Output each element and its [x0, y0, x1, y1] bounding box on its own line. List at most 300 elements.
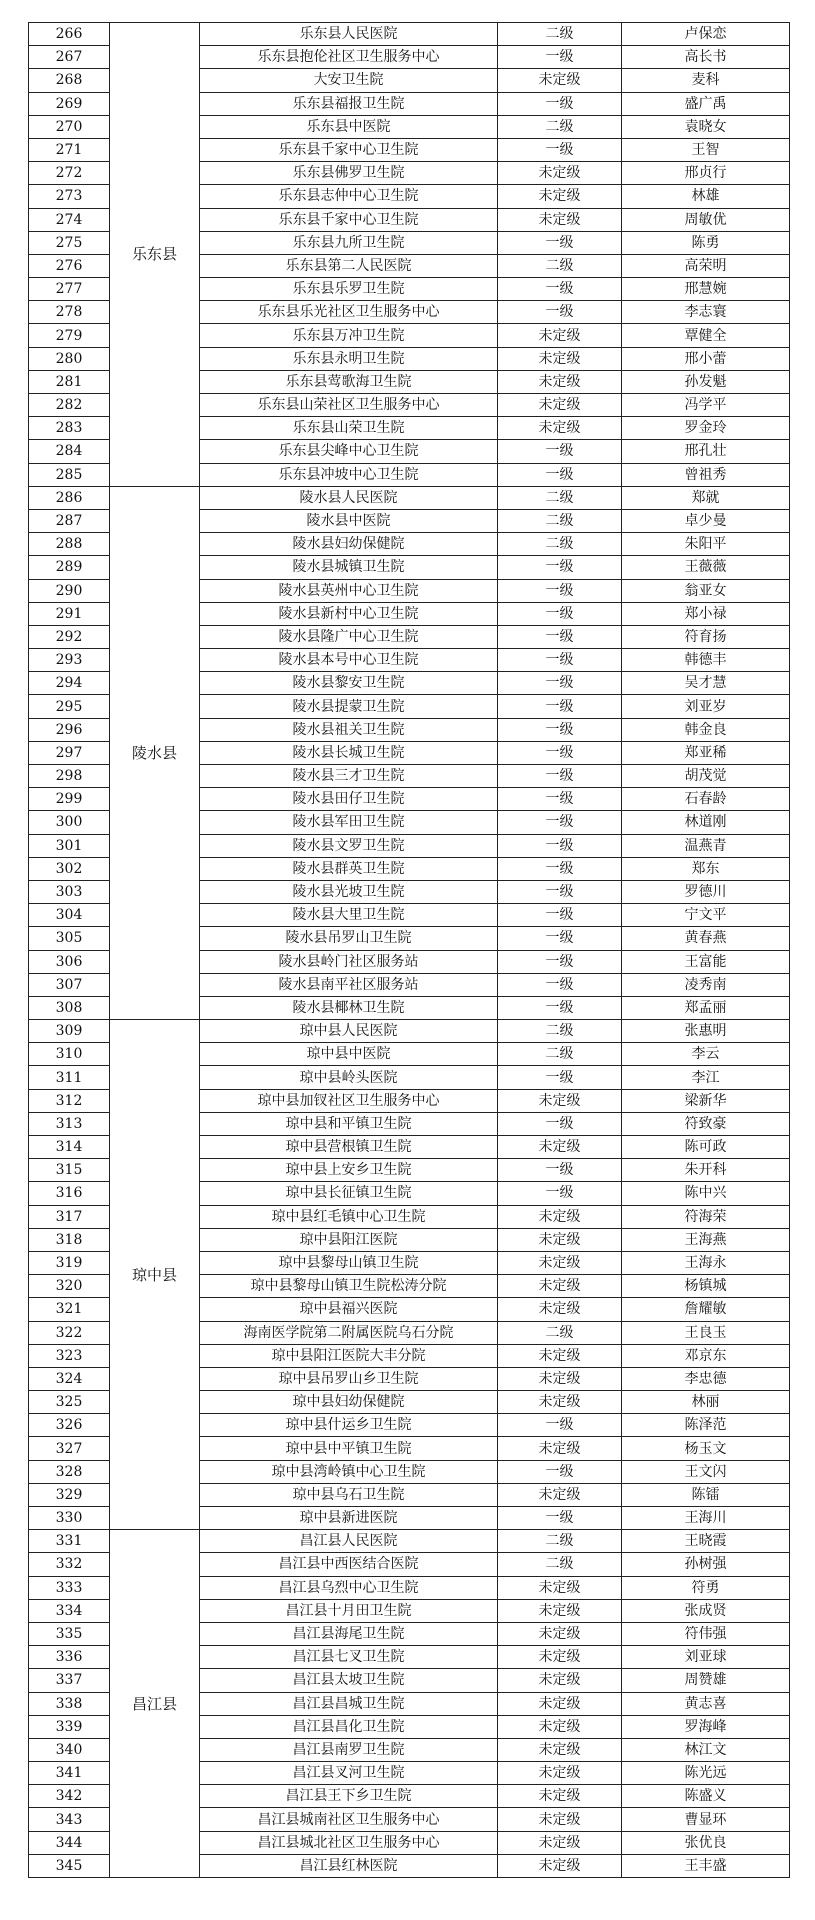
- person-name-cell: 杨镇城: [622, 1275, 790, 1298]
- hospital-level-cell: 一级: [498, 92, 622, 115]
- person-name-cell: 曾祖秀: [622, 463, 790, 486]
- hospital-level-cell: 一级: [498, 231, 622, 254]
- person-name-cell: 高长书: [622, 46, 790, 69]
- hospital-level-cell: 一级: [498, 904, 622, 927]
- person-name-cell: 王晓霞: [622, 1530, 790, 1553]
- hospital-name-cell: 乐东县千家中心卫生院: [200, 208, 498, 231]
- hospital-level-cell: 未定级: [498, 1762, 622, 1785]
- hospital-level-cell: 未定级: [498, 1275, 622, 1298]
- hospital-name-cell: 琼中县人民医院: [200, 1020, 498, 1043]
- hospital-name-cell: 琼中县福兴医院: [200, 1298, 498, 1321]
- hospital-name-cell: 乐东县千家中心卫生院: [200, 138, 498, 161]
- person-name-cell: 冯学平: [622, 394, 790, 417]
- hospital-name-cell: 昌江县太坡卫生院: [200, 1669, 498, 1692]
- hospital-name-cell: 陵水县提蒙卫生院: [200, 695, 498, 718]
- hospital-name-cell: 琼中县营根镇卫生院: [200, 1136, 498, 1159]
- hospital-name-cell: 琼中县和平镇卫生院: [200, 1112, 498, 1135]
- hospital-name-cell: 琼中县黎母山镇卫生院松涛分院: [200, 1275, 498, 1298]
- person-name-cell: 石春龄: [622, 788, 790, 811]
- person-name-cell: 曹显环: [622, 1808, 790, 1831]
- row-number-cell: 315: [29, 1159, 110, 1182]
- hospital-name-cell: 陵水县文罗卫生院: [200, 834, 498, 857]
- row-number-cell: 321: [29, 1298, 110, 1321]
- row-number-cell: 344: [29, 1831, 110, 1854]
- person-name-cell: 邢孔壮: [622, 440, 790, 463]
- hospital-name-cell: 乐东县抱伦社区卫生服务中心: [200, 46, 498, 69]
- row-number-cell: 268: [29, 69, 110, 92]
- row-number-cell: 342: [29, 1785, 110, 1808]
- hospital-name-cell: 陵水县人民医院: [200, 486, 498, 509]
- hospital-level-cell: 未定级: [498, 1483, 622, 1506]
- person-name-cell: 刘亚球: [622, 1646, 790, 1669]
- hospital-level-cell: 未定级: [498, 347, 622, 370]
- hospital-name-cell: 陵水县田仔卫生院: [200, 788, 498, 811]
- person-name-cell: 黄志喜: [622, 1692, 790, 1715]
- row-number-cell: 339: [29, 1715, 110, 1738]
- row-number-cell: 306: [29, 950, 110, 973]
- hospital-name-cell: 陵水县岭门社区服务站: [200, 950, 498, 973]
- row-number-cell: 325: [29, 1391, 110, 1414]
- hospital-name-cell: 昌江县南罗卫生院: [200, 1738, 498, 1761]
- hospital-level-cell: 一级: [498, 440, 622, 463]
- hospital-name-cell: 昌江县城南社区卫生服务中心: [200, 1808, 498, 1831]
- hospital-level-cell: 二级: [498, 533, 622, 556]
- hospital-level-cell: 未定级: [498, 1391, 622, 1414]
- row-number-cell: 288: [29, 533, 110, 556]
- hospital-level-cell: 一级: [498, 1460, 622, 1483]
- hospital-level-cell: 未定级: [498, 1251, 622, 1274]
- hospital-name-cell: 陵水县光坡卫生院: [200, 880, 498, 903]
- hospital-name-cell: 琼中县阳江医院大丰分院: [200, 1344, 498, 1367]
- person-name-cell: 袁晓女: [622, 115, 790, 138]
- hospital-name-cell: 昌江县昌城卫生院: [200, 1692, 498, 1715]
- row-number-cell: 269: [29, 92, 110, 115]
- row-number-cell: 340: [29, 1738, 110, 1761]
- row-number-cell: 300: [29, 811, 110, 834]
- row-number-cell: 330: [29, 1507, 110, 1530]
- row-number-cell: 308: [29, 996, 110, 1019]
- row-number-cell: 316: [29, 1182, 110, 1205]
- hospital-level-cell: 一级: [498, 625, 622, 648]
- hospital-name-cell: 陵水县本号中心卫生院: [200, 649, 498, 672]
- row-number-cell: 294: [29, 672, 110, 695]
- person-name-cell: 黄春燕: [622, 927, 790, 950]
- hospital-level-cell: 二级: [498, 486, 622, 509]
- row-number-cell: 302: [29, 857, 110, 880]
- hospital-name-cell: 昌江县红林医院: [200, 1854, 498, 1877]
- hospital-level-cell: 二级: [498, 23, 622, 46]
- person-name-cell: 陈泽范: [622, 1414, 790, 1437]
- person-name-cell: 翁亚女: [622, 579, 790, 602]
- hospital-level-cell: 一级: [498, 1112, 622, 1135]
- hospital-level-cell: 未定级: [498, 1785, 622, 1808]
- hospital-name-cell: 乐东县福报卫生院: [200, 92, 498, 115]
- person-name-cell: 符致豪: [622, 1112, 790, 1135]
- hospital-level-cell: 一级: [498, 301, 622, 324]
- row-number-cell: 345: [29, 1854, 110, 1877]
- hospital-level-cell: 一级: [498, 927, 622, 950]
- row-number-cell: 287: [29, 509, 110, 532]
- hospital-name-cell: 陵水县吊罗山卫生院: [200, 927, 498, 950]
- hospital-name-cell: 陵水县隆广中心卫生院: [200, 625, 498, 648]
- hospital-level-cell: 二级: [498, 509, 622, 532]
- hospital-level-cell: 未定级: [498, 1228, 622, 1251]
- row-number-cell: 290: [29, 579, 110, 602]
- row-number-cell: 336: [29, 1646, 110, 1669]
- hospital-name-cell: 琼中县什运乡卫生院: [200, 1414, 498, 1437]
- hospital-level-cell: 未定级: [498, 1808, 622, 1831]
- hospital-level-cell: 未定级: [498, 1669, 622, 1692]
- person-name-cell: 林道刚: [622, 811, 790, 834]
- person-name-cell: 麦科: [622, 69, 790, 92]
- hospital-level-cell: 未定级: [498, 1738, 622, 1761]
- person-name-cell: 詹耀敏: [622, 1298, 790, 1321]
- row-number-cell: 282: [29, 394, 110, 417]
- table-row: [29, 1530, 790, 1553]
- hospital-level-cell: 一级: [498, 1182, 622, 1205]
- row-number-cell: 305: [29, 927, 110, 950]
- hospital-name-cell: 陵水县椰林卫生院: [200, 996, 498, 1019]
- hospital-level-cell: 一级: [498, 996, 622, 1019]
- person-name-cell: 王海川: [622, 1507, 790, 1530]
- hospital-level-cell: 未定级: [498, 1089, 622, 1112]
- row-number-cell: 322: [29, 1321, 110, 1344]
- row-number-cell: 328: [29, 1460, 110, 1483]
- row-number-cell: 338: [29, 1692, 110, 1715]
- hospital-level-cell: 未定级: [498, 1576, 622, 1599]
- hospital-level-cell: 未定级: [498, 1646, 622, 1669]
- hospital-level-cell: 一级: [498, 788, 622, 811]
- county-cell: 陵水县: [110, 486, 200, 1019]
- person-name-cell: 郑亚稀: [622, 741, 790, 764]
- hospital-name-cell: 昌江县乌烈中心卫生院: [200, 1576, 498, 1599]
- hospital-level-cell: 二级: [498, 1321, 622, 1344]
- row-number-cell: 327: [29, 1437, 110, 1460]
- row-number-cell: 297: [29, 741, 110, 764]
- hospital-name-cell: 陵水县南平社区服务站: [200, 973, 498, 996]
- hospital-level-cell: 一级: [498, 556, 622, 579]
- hospital-name-cell: 乐东县山荣社区卫生服务中心: [200, 394, 498, 417]
- hospital-name-cell: 陵水县妇幼保健院: [200, 533, 498, 556]
- person-name-cell: 陈勇: [622, 231, 790, 254]
- row-number-cell: 283: [29, 417, 110, 440]
- row-number-cell: 301: [29, 834, 110, 857]
- person-name-cell: 温燕青: [622, 834, 790, 857]
- hospital-level-cell: 一级: [498, 695, 622, 718]
- hospital-name-cell: 琼中县长征镇卫生院: [200, 1182, 498, 1205]
- hospital-name-cell: 陵水县祖关卫生院: [200, 718, 498, 741]
- hospital-level-cell: 一级: [498, 602, 622, 625]
- row-number-cell: 289: [29, 556, 110, 579]
- row-number-cell: 285: [29, 463, 110, 486]
- hospital-level-cell: 一级: [498, 834, 622, 857]
- hospital-roster-table: [28, 22, 790, 1878]
- person-name-cell: 孙发魁: [622, 370, 790, 393]
- hospital-name-cell: 琼中县阳江医院: [200, 1228, 498, 1251]
- hospital-name-cell: 乐东县乐光社区卫生服务中心: [200, 301, 498, 324]
- hospital-name-cell: 琼中县妇幼保健院: [200, 1391, 498, 1414]
- hospital-name-cell: 昌江县七叉卫生院: [200, 1646, 498, 1669]
- person-name-cell: 符勇: [622, 1576, 790, 1599]
- person-name-cell: 王富能: [622, 950, 790, 973]
- hospital-level-cell: 未定级: [498, 324, 622, 347]
- row-number-cell: 307: [29, 973, 110, 996]
- row-number-cell: 317: [29, 1205, 110, 1228]
- row-number-cell: 320: [29, 1275, 110, 1298]
- person-name-cell: 张优良: [622, 1831, 790, 1854]
- hospital-name-cell: 陵水县英州中心卫生院: [200, 579, 498, 602]
- hospital-name-cell: 乐东县冲坡中心卫生院: [200, 463, 498, 486]
- row-number-cell: 279: [29, 324, 110, 347]
- hospital-name-cell: 琼中县红毛镇中心卫生院: [200, 1205, 498, 1228]
- hospital-level-cell: 未定级: [498, 370, 622, 393]
- hospital-level-cell: 一级: [498, 950, 622, 973]
- hospital-name-cell: 昌江县十月田卫生院: [200, 1599, 498, 1622]
- person-name-cell: 高荣明: [622, 254, 790, 277]
- row-number-cell: 266: [29, 23, 110, 46]
- row-number-cell: 274: [29, 208, 110, 231]
- person-name-cell: 凌秀南: [622, 973, 790, 996]
- row-number-cell: 270: [29, 115, 110, 138]
- hospital-level-cell: 未定级: [498, 417, 622, 440]
- person-name-cell: 卓少曼: [622, 509, 790, 532]
- row-number-cell: 324: [29, 1367, 110, 1390]
- hospital-level-cell: 未定级: [498, 208, 622, 231]
- row-number-cell: 332: [29, 1553, 110, 1576]
- hospital-level-cell: 一级: [498, 278, 622, 301]
- row-number-cell: 318: [29, 1228, 110, 1251]
- row-number-cell: 310: [29, 1043, 110, 1066]
- person-name-cell: 陈光远: [622, 1762, 790, 1785]
- hospital-level-cell: 未定级: [498, 1831, 622, 1854]
- row-number-cell: 334: [29, 1599, 110, 1622]
- hospital-name-cell: 乐东县中医院: [200, 115, 498, 138]
- hospital-name-cell: 琼中县黎母山镇卫生院: [200, 1251, 498, 1274]
- county-cell: 昌江县: [110, 1530, 200, 1878]
- row-number-cell: 286: [29, 486, 110, 509]
- hospital-level-cell: 未定级: [498, 1622, 622, 1645]
- row-number-cell: 304: [29, 904, 110, 927]
- person-name-cell: 宁文平: [622, 904, 790, 927]
- row-number-cell: 272: [29, 162, 110, 185]
- hospital-name-cell: 陵水县城镇卫生院: [200, 556, 498, 579]
- hospital-level-cell: 二级: [498, 1043, 622, 1066]
- person-name-cell: 卢保恋: [622, 23, 790, 46]
- row-number-cell: 329: [29, 1483, 110, 1506]
- hospital-name-cell: 乐东县第二人民医院: [200, 254, 498, 277]
- hospital-level-cell: 二级: [498, 1530, 622, 1553]
- hospital-level-cell: 一级: [498, 1507, 622, 1530]
- hospital-level-cell: 一级: [498, 672, 622, 695]
- row-number-cell: 271: [29, 138, 110, 161]
- row-number-cell: 267: [29, 46, 110, 69]
- hospital-level-cell: 一级: [498, 741, 622, 764]
- hospital-level-cell: 未定级: [498, 1854, 622, 1877]
- person-name-cell: 王薇薇: [622, 556, 790, 579]
- person-name-cell: 张成贤: [622, 1599, 790, 1622]
- row-number-cell: 323: [29, 1344, 110, 1367]
- hospital-name-cell: 陵水县中医院: [200, 509, 498, 532]
- person-name-cell: 张惠明: [622, 1020, 790, 1043]
- person-name-cell: 吴才慧: [622, 672, 790, 695]
- hospital-name-cell: 乐东县尖峰中心卫生院: [200, 440, 498, 463]
- person-name-cell: 孙树强: [622, 1553, 790, 1576]
- hospital-level-cell: 一级: [498, 973, 622, 996]
- row-number-cell: 299: [29, 788, 110, 811]
- hospital-name-cell: 乐东县人民医院: [200, 23, 498, 46]
- hospital-name-cell: 陵水县大里卫生院: [200, 904, 498, 927]
- hospital-name-cell: 乐东县永明卫生院: [200, 347, 498, 370]
- hospital-name-cell: 琼中县乌石卫生院: [200, 1483, 498, 1506]
- person-name-cell: 朱开科: [622, 1159, 790, 1182]
- person-name-cell: 王文闪: [622, 1460, 790, 1483]
- hospital-level-cell: 一级: [498, 579, 622, 602]
- person-name-cell: 郑小禄: [622, 602, 790, 625]
- person-name-cell: 李忠德: [622, 1367, 790, 1390]
- row-number-cell: 275: [29, 231, 110, 254]
- hospital-name-cell: 陵水县三才卫生院: [200, 765, 498, 788]
- hospital-level-cell: 未定级: [498, 1437, 622, 1460]
- row-number-cell: 293: [29, 649, 110, 672]
- person-name-cell: 覃健全: [622, 324, 790, 347]
- hospital-name-cell: 昌江县中西医结合医院: [200, 1553, 498, 1576]
- hospital-level-cell: 未定级: [498, 1298, 622, 1321]
- hospital-name-cell: 陵水县新村中心卫生院: [200, 602, 498, 625]
- person-name-cell: 陈中兴: [622, 1182, 790, 1205]
- table-row: [29, 23, 790, 46]
- row-number-cell: 337: [29, 1669, 110, 1692]
- person-name-cell: 符育扬: [622, 625, 790, 648]
- roster-table-body: [29, 23, 790, 1878]
- hospital-level-cell: 一级: [498, 1066, 622, 1089]
- row-number-cell: 292: [29, 625, 110, 648]
- row-number-cell: 303: [29, 880, 110, 903]
- row-number-cell: 281: [29, 370, 110, 393]
- hospital-name-cell: 琼中县吊罗山乡卫生院: [200, 1367, 498, 1390]
- person-name-cell: 邢慧婉: [622, 278, 790, 301]
- row-number-cell: 276: [29, 254, 110, 277]
- person-name-cell: 郑东: [622, 857, 790, 880]
- hospital-level-cell: 未定级: [498, 1136, 622, 1159]
- person-name-cell: 邢贞行: [622, 162, 790, 185]
- person-name-cell: 林江文: [622, 1738, 790, 1761]
- person-name-cell: 陈盛义: [622, 1785, 790, 1808]
- hospital-name-cell: 琼中县新进医院: [200, 1507, 498, 1530]
- person-name-cell: 符海荣: [622, 1205, 790, 1228]
- hospital-level-cell: 未定级: [498, 162, 622, 185]
- row-number-cell: 296: [29, 718, 110, 741]
- hospital-name-cell: 琼中县湾岭镇中心卫生院: [200, 1460, 498, 1483]
- hospital-name-cell: 陵水县军田卫生院: [200, 811, 498, 834]
- person-name-cell: 符伟强: [622, 1622, 790, 1645]
- person-name-cell: 罗金玲: [622, 417, 790, 440]
- hospital-level-cell: 一级: [498, 857, 622, 880]
- row-number-cell: 273: [29, 185, 110, 208]
- table-row: [29, 486, 790, 509]
- person-name-cell: 林雄: [622, 185, 790, 208]
- hospital-name-cell: 乐东县乐罗卫生院: [200, 278, 498, 301]
- person-name-cell: 林丽: [622, 1391, 790, 1414]
- county-cell: 乐东县: [110, 23, 200, 487]
- hospital-level-cell: 一级: [498, 1414, 622, 1437]
- person-name-cell: 邓京东: [622, 1344, 790, 1367]
- row-number-cell: 278: [29, 301, 110, 324]
- hospital-name-cell: 琼中县上安乡卫生院: [200, 1159, 498, 1182]
- person-name-cell: 胡茂觉: [622, 765, 790, 788]
- row-number-cell: 309: [29, 1020, 110, 1043]
- hospital-name-cell: 琼中县加钗社区卫生服务中心: [200, 1089, 498, 1112]
- hospital-name-cell: 琼中县中医院: [200, 1043, 498, 1066]
- hospital-name-cell: 昌江县城北社区卫生服务中心: [200, 1831, 498, 1854]
- row-number-cell: 313: [29, 1112, 110, 1135]
- row-number-cell: 312: [29, 1089, 110, 1112]
- row-number-cell: 314: [29, 1136, 110, 1159]
- hospital-name-cell: 乐东县九所卫生院: [200, 231, 498, 254]
- person-name-cell: 王海燕: [622, 1228, 790, 1251]
- hospital-level-cell: 一级: [498, 138, 622, 161]
- hospital-level-cell: 未定级: [498, 1599, 622, 1622]
- person-name-cell: 杨玉文: [622, 1437, 790, 1460]
- person-name-cell: 刘亚岁: [622, 695, 790, 718]
- hospital-name-cell: 乐东县佛罗卫生院: [200, 162, 498, 185]
- hospital-name-cell: 陵水县黎安卫生院: [200, 672, 498, 695]
- person-name-cell: 王海永: [622, 1251, 790, 1274]
- row-number-cell: 343: [29, 1808, 110, 1831]
- person-name-cell: 韩德丰: [622, 649, 790, 672]
- row-number-cell: 291: [29, 602, 110, 625]
- row-number-cell: 280: [29, 347, 110, 370]
- hospital-level-cell: 一级: [498, 811, 622, 834]
- row-number-cell: 335: [29, 1622, 110, 1645]
- hospital-name-cell: 琼中县岭头医院: [200, 1066, 498, 1089]
- person-name-cell: 王智: [622, 138, 790, 161]
- hospital-level-cell: 二级: [498, 1553, 622, 1576]
- hospital-name-cell: 琼中县中平镇卫生院: [200, 1437, 498, 1460]
- table-row: [29, 1020, 790, 1043]
- row-number-cell: 326: [29, 1414, 110, 1437]
- hospital-level-cell: 二级: [498, 115, 622, 138]
- hospital-level-cell: 未定级: [498, 1205, 622, 1228]
- hospital-level-cell: 未定级: [498, 69, 622, 92]
- person-name-cell: 陈镭: [622, 1483, 790, 1506]
- hospital-name-cell: 乐东县志仲中心卫生院: [200, 185, 498, 208]
- person-name-cell: 李志寰: [622, 301, 790, 324]
- hospital-name-cell: 昌江县人民医院: [200, 1530, 498, 1553]
- hospital-level-cell: 未定级: [498, 185, 622, 208]
- row-number-cell: 295: [29, 695, 110, 718]
- hospital-name-cell: 陵水县群英卫生院: [200, 857, 498, 880]
- person-name-cell: 李江: [622, 1066, 790, 1089]
- person-name-cell: 韩金良: [622, 718, 790, 741]
- hospital-level-cell: 二级: [498, 254, 622, 277]
- hospital-level-cell: 一级: [498, 46, 622, 69]
- person-name-cell: 盛广禹: [622, 92, 790, 115]
- hospital-level-cell: 未定级: [498, 394, 622, 417]
- person-name-cell: 陈可政: [622, 1136, 790, 1159]
- hospital-level-cell: 一级: [498, 880, 622, 903]
- hospital-name-cell: 昌江县海尾卫生院: [200, 1622, 498, 1645]
- person-name-cell: 王良玉: [622, 1321, 790, 1344]
- hospital-name-cell: 陵水县长城卫生院: [200, 741, 498, 764]
- hospital-level-cell: 一级: [498, 1159, 622, 1182]
- hospital-level-cell: 未定级: [498, 1344, 622, 1367]
- row-number-cell: 298: [29, 765, 110, 788]
- hospital-name-cell: 乐东县莺歌海卫生院: [200, 370, 498, 393]
- hospital-level-cell: 一级: [498, 649, 622, 672]
- hospital-level-cell: 未定级: [498, 1715, 622, 1738]
- hospital-level-cell: 未定级: [498, 1692, 622, 1715]
- hospital-name-cell: 昌江县昌化卫生院: [200, 1715, 498, 1738]
